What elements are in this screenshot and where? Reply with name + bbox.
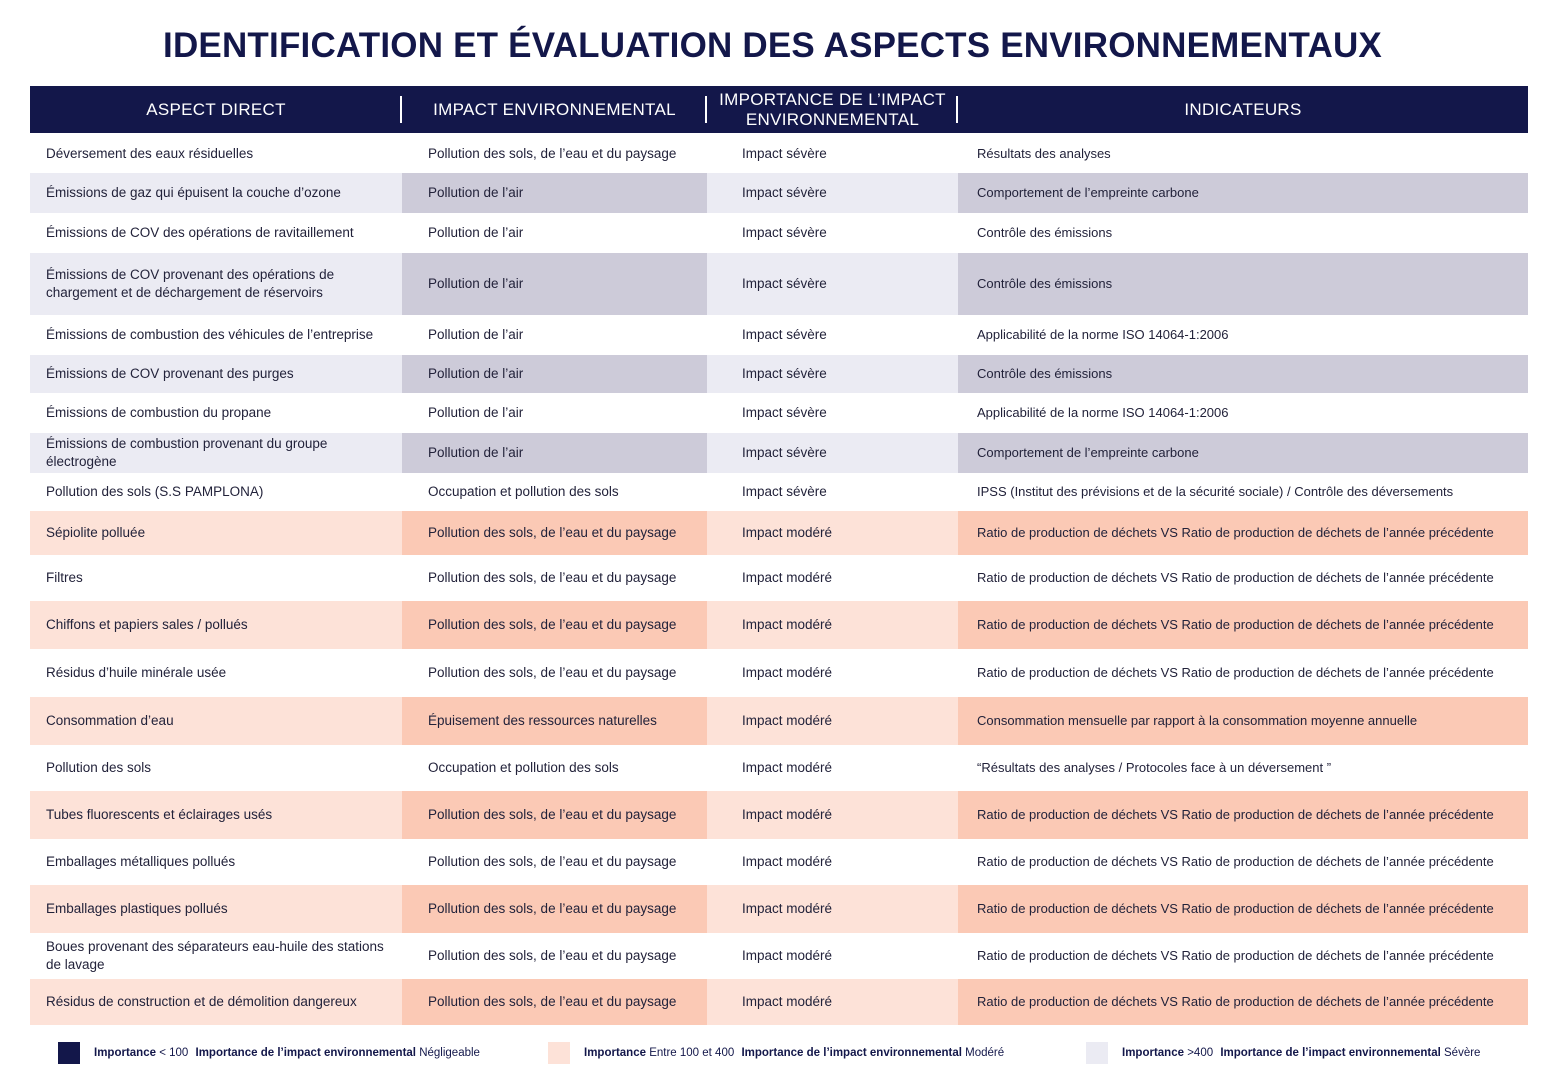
legend-text: Importance >400 Importance de l’impact environnemental Sévère [1122,1047,1481,1059]
cell-aspect: Emballages métalliques pollués [30,839,402,885]
cell-aspect: Émissions de COV provenant des purges [30,355,402,393]
cell-impact: Occupation et pollution des sols [402,745,707,791]
cell-importance: Impact modéré [707,839,958,885]
cell-aspect: Émissions de COV provenant des opérations de chargement et de déchargement de réservoirs [30,253,402,315]
cell-importance: Impact sévère [707,473,958,511]
cell-impact: Pollution des sols, de l’eau et du paysage [402,555,707,601]
cell-impact: Pollution des sols, de l’eau et du paysage [402,933,707,979]
table-row [30,555,1528,601]
cell-indicator: Ratio de production de déchets VS Ratio de production de déchets de l’année précédente [958,555,1528,601]
cell-importance: Impact modéré [707,601,958,649]
cell-importance: Impact sévère [707,213,958,253]
legend-text: Importance < 100 Importance de l’impact environnemental Négligeable [94,1047,480,1059]
cell-aspect: Pollution des sols [30,745,402,791]
cell-importance: Impact sévère [707,135,958,173]
cell-importance: Impact modéré [707,885,958,933]
cell-aspect: Émissions de COV des opérations de ravitaillement [30,213,402,253]
cell-aspect: Boues provenant des séparateurs eau-huile des stations de lavage [30,933,402,979]
table-row [30,697,1528,745]
table-row [30,511,1528,555]
cell-importance: Impact sévère [707,315,958,355]
page-title: IDENTIFICATION ET ÉVALUATION DES ASPECTS ENVIRONNEMENTAUX [163,26,1382,65]
cell-aspect: Chiffons et papiers sales / pollués [30,601,402,649]
cell-impact: Pollution des sols, de l’eau et du paysage [402,649,707,697]
cell-aspect: Consommation d’eau [30,697,402,745]
table-row [30,745,1528,791]
cell-indicator: Ratio de production de déchets VS Ratio de production de déchets de l’année précédente [958,601,1528,649]
cell-indicator: Ratio de production de déchets VS Ratio de production de déchets de l’année précédente [958,511,1528,555]
table-row [30,213,1528,253]
cell-indicator: Consommation mensuelle par rapport à la consommation moyenne annuelle [958,697,1528,745]
cell-impact: Pollution de l’air [402,173,707,213]
header-impact-environnemental: IMPACT ENVIRONNEMENTAL [402,86,707,133]
cell-impact: Pollution de l’air [402,433,707,473]
header-aspect-direct: ASPECT DIRECT [30,86,402,133]
cell-importance: Impact sévère [707,253,958,315]
table-body [30,135,1528,1025]
cell-impact: Pollution des sols, de l’eau et du paysage [402,511,707,555]
cell-impact: Occupation et pollution des sols [402,473,707,511]
legend-item-negligeable [58,1042,484,1064]
table-row [30,315,1528,355]
cell-importance: Impact sévère [707,173,958,213]
table-row [30,933,1528,979]
aspects-table [30,86,1528,1025]
cell-indicator: Contrôle des émissions [958,355,1528,393]
table-row [30,601,1528,649]
legend [0,1042,1545,1066]
legend-swatch-navy [58,1042,80,1064]
cell-importance: Impact sévère [707,433,958,473]
legend-swatch-grey [1086,1042,1108,1064]
cell-importance: Impact modéré [707,511,958,555]
cell-indicator: IPSS (Institut des prévisions et de la sécurité sociale) / Contrôle des déversements [958,473,1528,511]
cell-aspect: Émissions de combustion provenant du groupe électrogène [30,433,402,473]
cell-aspect: Résidus de construction et de démolition dangereux [30,979,402,1025]
cell-aspect: Sépiolite polluée [30,511,402,555]
cell-aspect: Emballages plastiques pollués [30,885,402,933]
cell-aspect: Émissions de combustion du propane [30,393,402,433]
cell-impact: Pollution des sols, de l’eau et du paysage [402,839,707,885]
table-row [30,649,1528,697]
cell-impact: Pollution des sols, de l’eau et du paysage [402,885,707,933]
cell-aspect: Filtres [30,555,402,601]
header-importance: IMPORTANCE DE L’IMPACT ENVIRONNEMENTAL [707,86,958,133]
cell-indicator: “Résultats des analyses / Protocoles face à un déversement ” [958,745,1528,791]
cell-impact: Pollution des sols, de l’eau et du paysage [402,135,707,173]
cell-indicator: Applicabilité de la norme ISO 14064-1:2006 [958,315,1528,355]
table-row [30,433,1528,473]
cell-aspect: Émissions de gaz qui épuisent la couche d’ozone [30,173,402,213]
cell-aspect: Émissions de combustion des véhicules de l’entreprise [30,315,402,355]
cell-impact: Pollution de l’air [402,393,707,433]
table-row [30,839,1528,885]
table-header [30,86,1528,133]
cell-indicator: Comportement de l’empreinte carbone [958,173,1528,213]
cell-importance: Impact modéré [707,697,958,745]
legend-text: Importance Entre 100 et 400 Importance de l’impact environnemental Modéré [584,1047,1005,1059]
cell-indicator: Ratio de production de déchets VS Ratio de production de déchets de l’année précédente [958,979,1528,1025]
cell-importance: Impact modéré [707,791,958,839]
cell-indicator: Applicabilité de la norme ISO 14064-1:2006 [958,393,1528,433]
table-row [30,791,1528,839]
cell-aspect: Déversement des eaux résiduelles [30,135,402,173]
cell-aspect: Résidus d’huile minérale usée [30,649,402,697]
cell-indicator: Contrôle des émissions [958,253,1528,315]
table-row [30,393,1528,433]
table-row [30,355,1528,393]
cell-indicator: Ratio de production de déchets VS Ratio de production de déchets de l’année précédente [958,885,1528,933]
cell-impact: Épuisement des ressources naturelles [402,697,707,745]
cell-impact: Pollution de l’air [402,213,707,253]
table-row [30,885,1528,933]
legend-item-severe [1086,1042,1484,1064]
cell-impact: Pollution de l’air [402,253,707,315]
cell-indicator: Comportement de l’empreinte carbone [958,433,1528,473]
cell-indicator: Ratio de production de déchets VS Ratio de production de déchets de l’année précédente [958,649,1528,697]
cell-indicator: Contrôle des émissions [958,213,1528,253]
cell-importance: Impact modéré [707,745,958,791]
cell-indicator: Résultats des analyses [958,135,1528,173]
table-row [30,253,1528,315]
cell-impact: Pollution de l’air [402,355,707,393]
cell-importance: Impact sévère [707,355,958,393]
table-row [30,979,1528,1025]
cell-aspect: Pollution des sols (S.S PAMPLONA) [30,473,402,511]
cell-importance: Impact modéré [707,555,958,601]
table-row [30,473,1528,511]
table-row [30,173,1528,213]
cell-importance: Impact sévère [707,393,958,433]
legend-item-modere [548,1042,1008,1064]
cell-indicator: Ratio de production de déchets VS Ratio de production de déchets de l’année précédente [958,791,1528,839]
cell-impact: Pollution des sols, de l’eau et du paysage [402,979,707,1025]
legend-swatch-pink [548,1042,570,1064]
cell-impact: Pollution des sols, de l’eau et du paysage [402,601,707,649]
cell-indicator: Ratio de production de déchets VS Ratio de production de déchets de l’année précédente [958,933,1528,979]
header-indicateurs: INDICATEURS [1184,99,1302,119]
table-row [30,135,1528,173]
cell-aspect: Tubes fluorescents et éclairages usés [30,791,402,839]
cell-indicator: Ratio de production de déchets VS Ratio de production de déchets de l’année précédente [958,839,1528,885]
cell-impact: Pollution des sols, de l’eau et du paysage [402,791,707,839]
cell-importance: Impact modéré [707,649,958,697]
cell-importance: Impact modéré [707,933,958,979]
cell-importance: Impact modéré [707,979,958,1025]
cell-impact: Pollution de l’air [402,315,707,355]
